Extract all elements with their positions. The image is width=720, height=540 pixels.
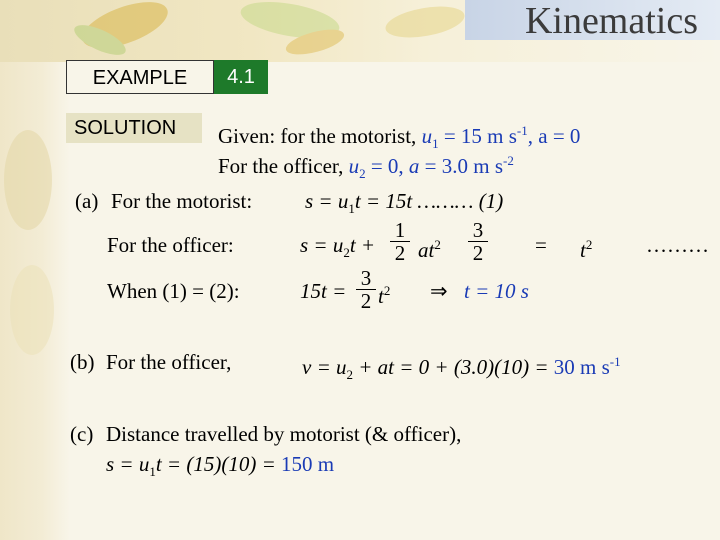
- part-c-equation: [106, 452, 334, 484]
- fraction-half: [390, 219, 410, 264]
- leaf-decoration-icon: [70, 0, 180, 60]
- a2-value: = 3.0 m s: [419, 154, 504, 178]
- solution-label: SOLUTION: [66, 113, 202, 143]
- distance-eq-sub: 1: [149, 464, 156, 480]
- officer-eq-lhs: s = u: [300, 233, 344, 257]
- at-term: at: [418, 238, 435, 262]
- u1-subscript: 1: [432, 136, 439, 152]
- given-prefix: Given: for the motorist,: [218, 124, 422, 148]
- at-exponent: 2: [434, 237, 441, 252]
- time-result: [464, 279, 529, 303]
- motorist-eq-sub: 1: [348, 201, 355, 217]
- a2-exponent: -2: [503, 153, 514, 168]
- u2-subscript: 2: [359, 166, 366, 182]
- officer-equation: [300, 233, 375, 265]
- distance-answer: 150 m: [281, 452, 335, 476]
- motorist-eq-lhs: s = u: [305, 189, 349, 213]
- leaf-decoration-icon: [0, 120, 60, 380]
- distance-eq-lhs: s = u: [106, 452, 150, 476]
- when-equation: [300, 279, 346, 303]
- velocity-eq-sub: 2: [346, 367, 353, 383]
- when-eq-lhs: 15t =: [300, 279, 347, 303]
- part-b-label: (b): [70, 350, 95, 374]
- u1-value: = 15 m s: [438, 124, 517, 148]
- fraction-3-numerator: 3: [360, 266, 372, 290]
- u2-value: = 0,: [365, 154, 409, 178]
- a1-value: , a = 0: [527, 124, 581, 148]
- u1-exponent: -1: [516, 123, 528, 138]
- fraction-three-halves-2: [356, 267, 376, 312]
- fraction-half-numerator: 1: [394, 218, 406, 242]
- u1-symbol: u: [421, 124, 433, 148]
- officer-label: For the officer:: [107, 233, 234, 257]
- example-label: EXAMPLE: [66, 60, 214, 94]
- fraction-three-halves: [468, 219, 488, 264]
- part-c-text: Distance travelled by motorist (& officer),: [106, 422, 462, 446]
- fraction-3-denominator: 2: [356, 289, 376, 312]
- a2-symbol: a: [408, 154, 420, 178]
- u2-symbol: u: [348, 154, 360, 178]
- velocity-eq-rest: + at = 0 + (3.0)(10) =: [353, 355, 554, 379]
- officer-eq-rest: t +: [349, 233, 376, 257]
- fraction-three-halves-denominator: 2: [468, 241, 488, 264]
- leaf-decoration-icon: [380, 0, 470, 50]
- velocity-answer-exponent: -1: [609, 354, 621, 369]
- when-t-exponent: 2: [383, 283, 391, 298]
- time-result-text: t = 10 s: [464, 279, 529, 303]
- t-exponent: 2: [585, 237, 593, 252]
- page-title: Kinematics: [524, 0, 698, 42]
- leaf-decoration-icon: [230, 0, 350, 58]
- velocity-eq-lhs: v = u: [302, 355, 347, 379]
- when-t-term: t: [378, 284, 384, 308]
- given-officer-prefix: For the officer,: [218, 154, 349, 178]
- part-b-text: For the officer,: [106, 350, 232, 374]
- given-line-2: [218, 149, 514, 186]
- velocity-answer: 30 m s: [553, 355, 610, 379]
- motorist-equation: [305, 189, 503, 221]
- officer-at2: [418, 233, 441, 262]
- equals-sign: =: [535, 233, 547, 257]
- t-term: t: [580, 238, 586, 262]
- fraction-half-denominator: 2: [390, 241, 410, 264]
- ellipsis-2: ………: [646, 233, 709, 257]
- motorist-eq-rest: t = 15t ……… (1): [354, 189, 504, 213]
- fraction-three-halves-numerator: 3: [472, 218, 484, 242]
- part-c-label: (c): [70, 422, 94, 446]
- distance-eq-rest: t = (15)(10) =: [155, 452, 281, 476]
- officer-eq-sub: 2: [343, 245, 350, 261]
- officer-t2: [580, 233, 592, 262]
- motorist-label: For the motorist:: [111, 189, 253, 213]
- part-b-equation: [302, 350, 621, 387]
- implies-icon: ⇒: [430, 279, 448, 303]
- part-a-label: (a): [75, 189, 99, 213]
- when-t2: [378, 279, 390, 308]
- when-label: When (1) = (2):: [107, 279, 240, 303]
- example-number: 4.1: [214, 60, 268, 94]
